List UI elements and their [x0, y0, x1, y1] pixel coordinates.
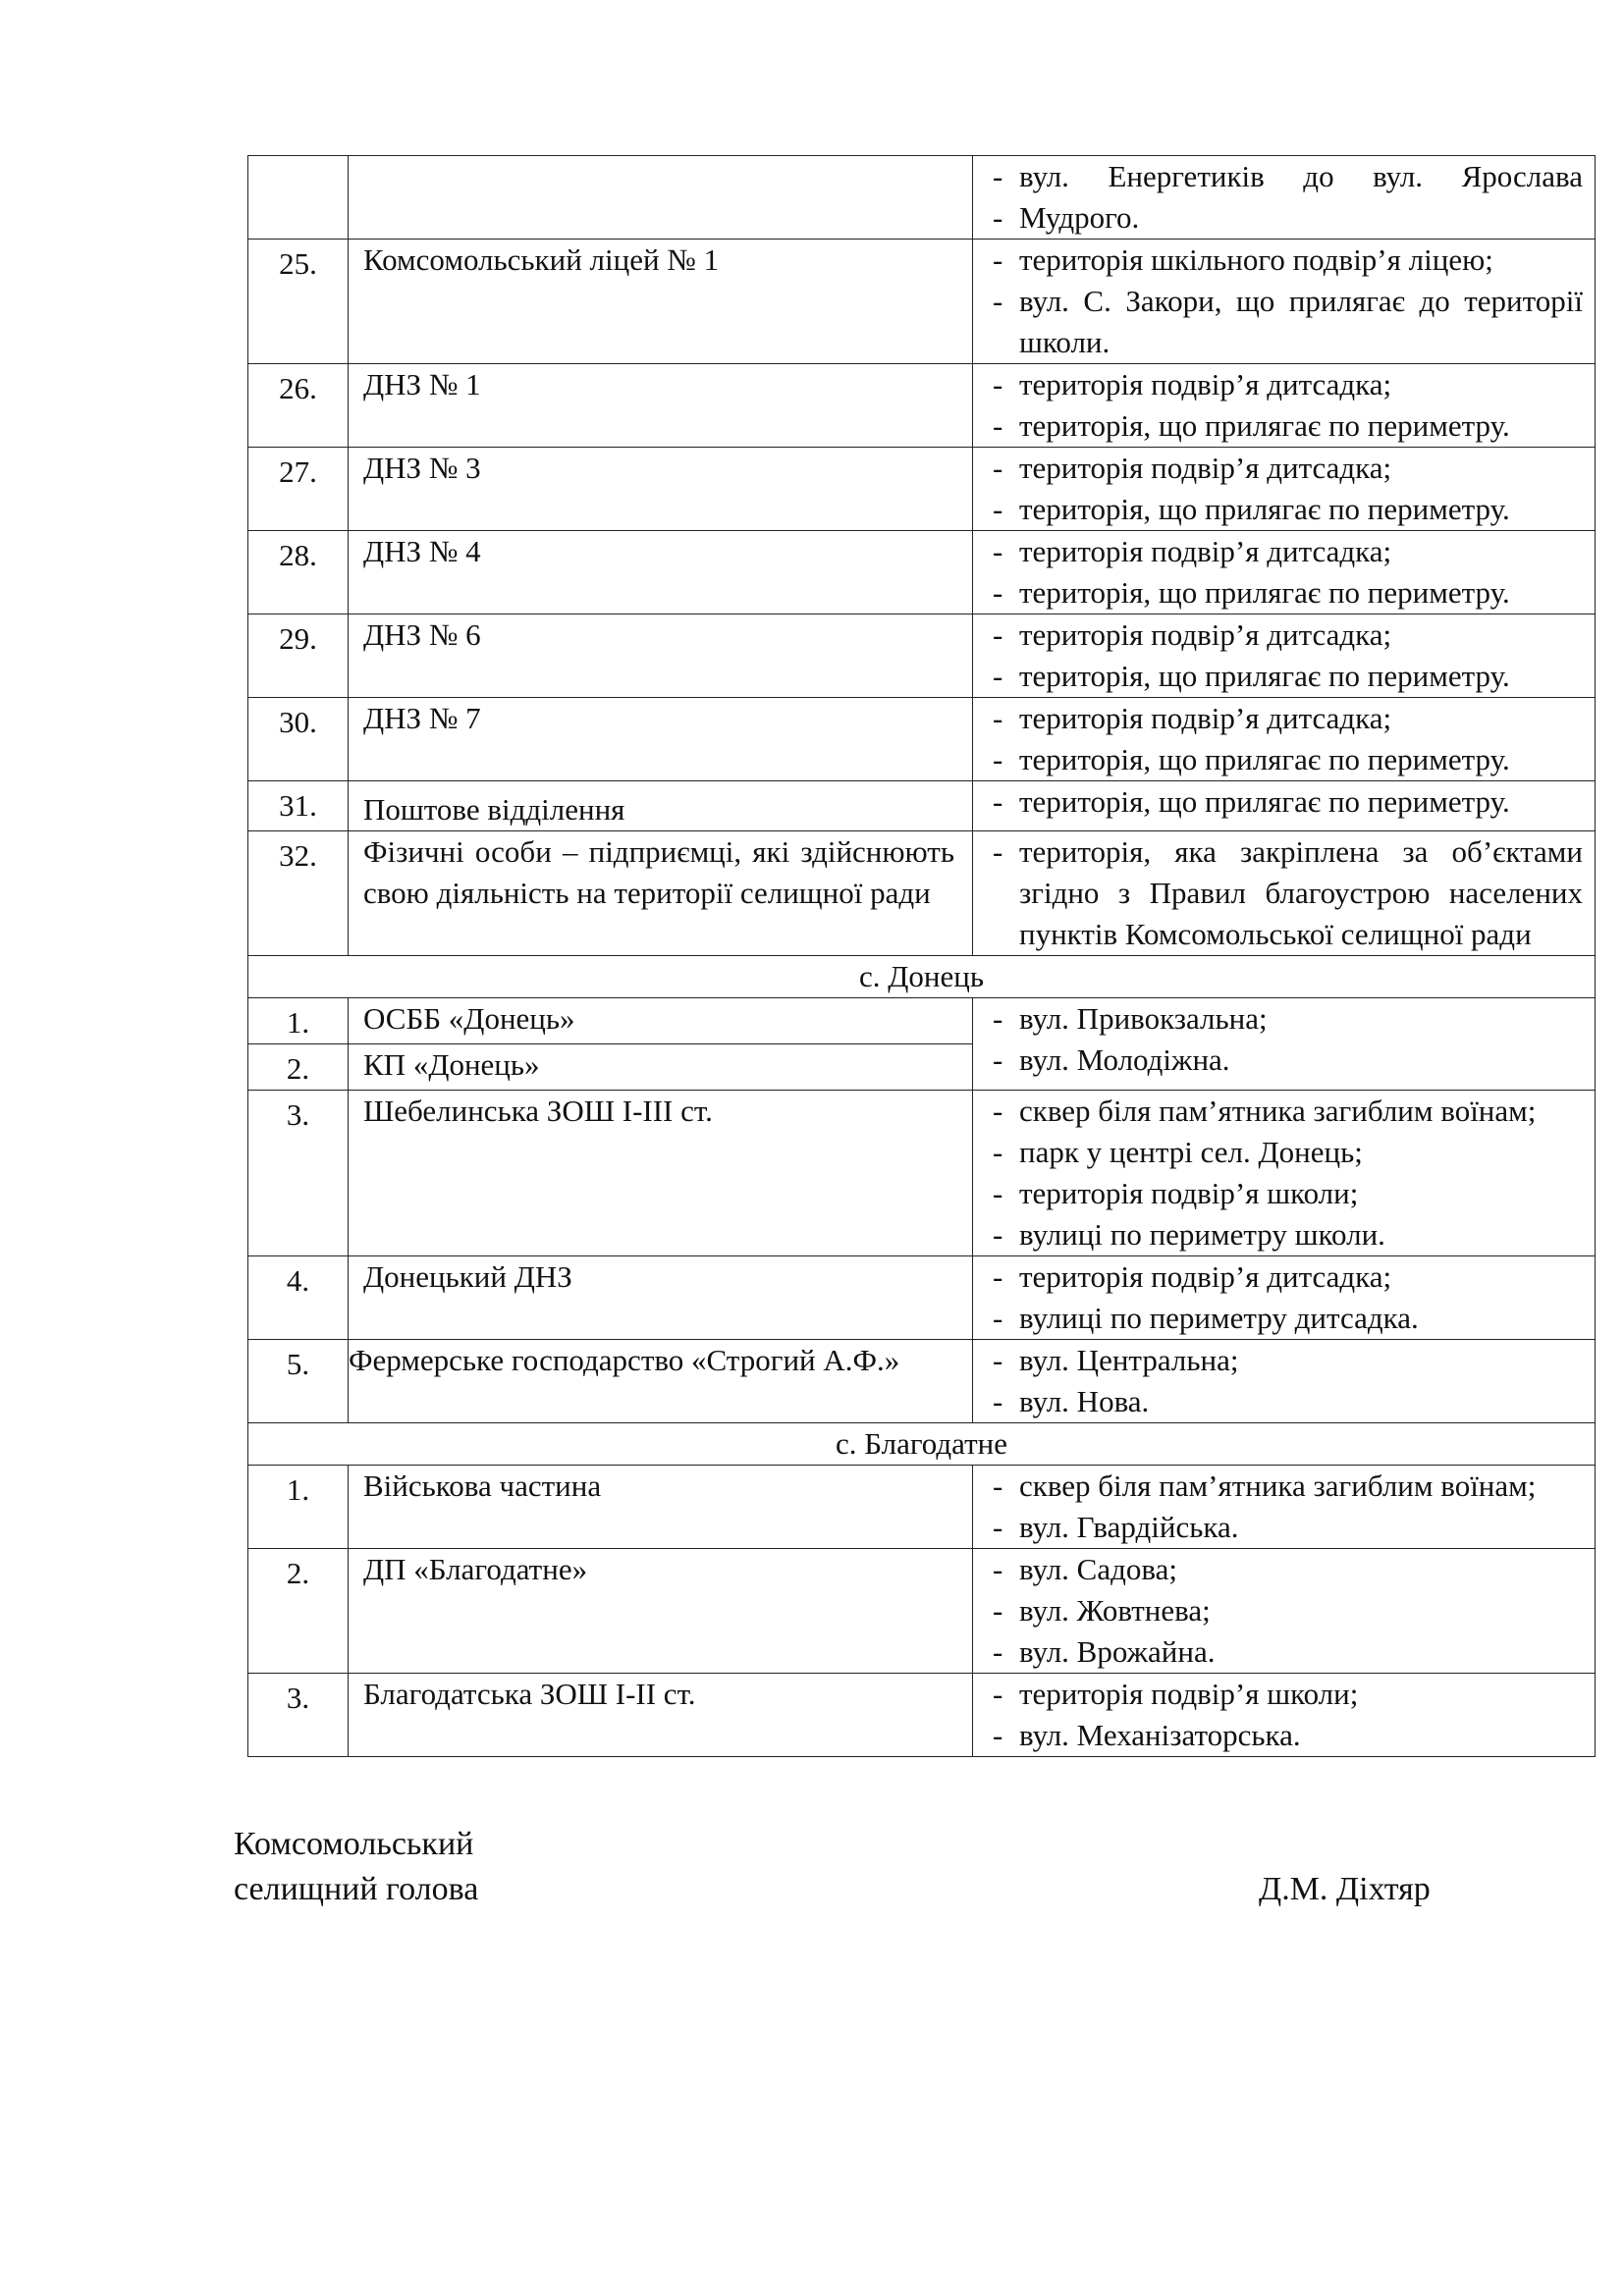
row-name: Шебелинська ЗОШ І-ІІІ ст.: [349, 1091, 973, 1256]
area-item-continued: - Мудрого.: [993, 197, 1583, 239]
area-item: - територія подвір’я школи;: [993, 1674, 1583, 1715]
row-name: Фізичні особи – підприємці, які здійснюють свою діяльність на території селищної ради: [349, 831, 973, 956]
row-area: [973, 831, 1596, 956]
row-number: 3.: [248, 1091, 349, 1256]
area-item: - вул. Садова;: [993, 1549, 1583, 1590]
row-area: [973, 614, 1596, 698]
table-row: [248, 1466, 1596, 1549]
row-name: Військова частина: [349, 1466, 973, 1549]
row-number: 29.: [248, 614, 349, 698]
area-item: - сквер біля пам’ятника загиблим воїнам;: [993, 1466, 1583, 1507]
table-row: [248, 364, 1596, 448]
row-number: 31.: [248, 781, 349, 831]
row-number: 1.: [248, 998, 349, 1044]
area-item: - територія, що прилягає по периметру.: [993, 489, 1583, 530]
area-item: - територія шкільного подвір’я ліцею;: [993, 240, 1583, 281]
area-item: - вул. Молодіжна.: [993, 1040, 1583, 1081]
table-row: [248, 156, 1596, 240]
area-item: - вул. Механізаторська.: [993, 1715, 1583, 1756]
table-row: [248, 240, 1596, 364]
table-row: [248, 1340, 1596, 1423]
row-number: 26.: [248, 364, 349, 448]
territory-table: [247, 155, 1596, 1757]
area-item: - територія подвір’я дитсадка;: [993, 364, 1583, 405]
row-area: [973, 240, 1596, 364]
row-area: [973, 998, 1596, 1091]
row-area: [973, 1466, 1596, 1549]
row-name: [349, 156, 973, 240]
area-item: - територія, що прилягає по периметру.: [993, 572, 1583, 614]
row-area: [973, 156, 1596, 240]
table-row: [248, 448, 1596, 531]
row-area: [973, 781, 1596, 831]
row-area: [973, 364, 1596, 448]
row-name: ДНЗ № 1: [349, 364, 973, 448]
section-row: [248, 1423, 1596, 1466]
row-name: ДНЗ № 6: [349, 614, 973, 698]
row-number: 5.: [248, 1340, 349, 1423]
row-number: 2.: [248, 1549, 349, 1674]
area-item: - сквер біля пам’ятника загиблим воїнам;: [993, 1091, 1583, 1132]
signatory-title-line: селищний голова: [234, 1871, 479, 1907]
row-name: ДНЗ № 4: [349, 531, 973, 614]
area-item: - вулиці по периметру школи.: [993, 1214, 1583, 1255]
area-item: - вул. Нова.: [993, 1381, 1583, 1422]
table-row: [248, 1256, 1596, 1340]
row-name: Комсомольський ліцей № 1: [349, 240, 973, 364]
area-item: - територія, яка закріплена за об’єктами згідно з Правил благоустрою населених пунктів Комсомольської селищної ради: [993, 831, 1583, 955]
section-row: [248, 956, 1596, 998]
row-name: ОСББ «Донець»: [349, 998, 973, 1044]
row-name: Поштове відділення: [349, 781, 973, 831]
area-item: - вулиці по периметру дитсадка.: [993, 1298, 1583, 1339]
row-area: [973, 531, 1596, 614]
row-area: [973, 1091, 1596, 1256]
table-row: [248, 1549, 1596, 1674]
row-name: КП «Донець»: [349, 1044, 973, 1091]
area-item: - територія, що прилягає по периметру.: [993, 781, 1583, 823]
row-name: Благодатська ЗОШ І-ІІ ст.: [349, 1674, 973, 1757]
row-number: 25.: [248, 240, 349, 364]
section-title: с. Благодатне: [248, 1423, 1596, 1466]
area-item: - територія, що прилягає по периметру.: [993, 405, 1583, 447]
area-item: - територія, що прилягає по периметру.: [993, 739, 1583, 780]
row-number: 30.: [248, 698, 349, 781]
signatory-name: Д.М. Діхтяр: [1259, 1871, 1431, 1907]
row-number: 1.: [248, 1466, 349, 1549]
area-item: - територія подвір’я дитсадка;: [993, 448, 1583, 489]
section-title: с. Донець: [248, 956, 1596, 998]
table-row: [248, 781, 1596, 831]
area-item: - вул. Енергетиків до вул. Ярослава: [993, 156, 1583, 197]
area-item: - вул. С. Закори, що прилягає до території школи.: [993, 281, 1583, 363]
area-item: - вул. Центральна;: [993, 1340, 1583, 1381]
table-row: [248, 998, 1596, 1044]
row-number: 2.: [248, 1044, 349, 1091]
row-name: ДНЗ № 7: [349, 698, 973, 781]
area-item: - вул. Гвардійська.: [993, 1507, 1583, 1548]
row-number: 28.: [248, 531, 349, 614]
signatory-title-line: Комсомольський: [234, 1826, 474, 1862]
table-row: [248, 1091, 1596, 1256]
row-number: 3.: [248, 1674, 349, 1757]
table-row: [248, 614, 1596, 698]
row-number: 27.: [248, 448, 349, 531]
area-item: - територія подвір’я дитсадка;: [993, 531, 1583, 572]
signatory-title: [234, 1822, 478, 1912]
area-item: - територія, що прилягає по периметру.: [993, 656, 1583, 697]
row-name: Донецький ДНЗ: [349, 1256, 973, 1340]
area-item: - вул. Врожайна.: [993, 1631, 1583, 1673]
area-item: - вул. Привокзальна;: [993, 998, 1583, 1040]
row-name: ДНЗ № 3: [349, 448, 973, 531]
row-number: 32.: [248, 831, 349, 956]
table-row: [248, 531, 1596, 614]
row-area: [973, 698, 1596, 781]
table-row: [248, 831, 1596, 956]
row-name: ДП «Благодатне»: [349, 1549, 973, 1674]
area-item: - територія подвір’я дитсадка;: [993, 614, 1583, 656]
row-number: [248, 156, 349, 240]
area-item: - вул. Жовтнева;: [993, 1590, 1583, 1631]
area-item: - парк у центрі сел. Донець;: [993, 1132, 1583, 1173]
row-number: 4.: [248, 1256, 349, 1340]
row-name: Фермерське господарство «Строгий А.Ф.»: [349, 1340, 973, 1423]
row-area: [973, 1256, 1596, 1340]
area-item: - територія подвір’я школи;: [993, 1173, 1583, 1214]
area-item: - територія подвір’я дитсадка;: [993, 698, 1583, 739]
table-row: [248, 1674, 1596, 1757]
row-area: [973, 1674, 1596, 1757]
row-area: [973, 1340, 1596, 1423]
area-item: - територія подвір’я дитсадка;: [993, 1256, 1583, 1298]
table-row: [248, 698, 1596, 781]
row-area: [973, 448, 1596, 531]
row-area: [973, 1549, 1596, 1674]
